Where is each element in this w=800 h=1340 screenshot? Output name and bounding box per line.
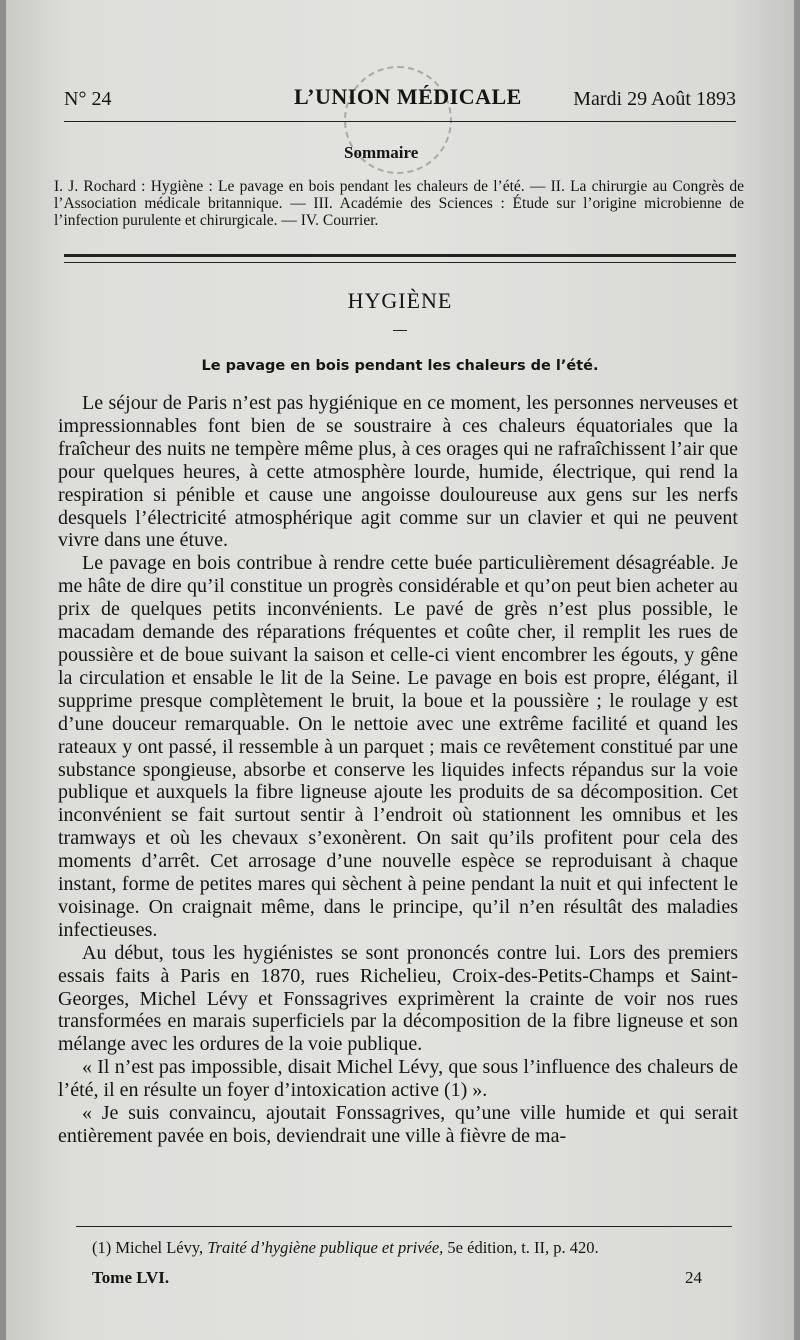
article-body bbox=[58, 392, 738, 1148]
paragraph: Le séjour de Paris n’est pas hygiénique en ce moment, les personnes nerveuses et impressionnables font bien de se soustraire à ces chaleurs équatoriales que la fraîcheur des nuits ne tempère même plus, à ces orages qui ne rafraîchissent l’air que pour quelques heures, à cette atmosphère lourde, humide, électrique, qui rend la respiration si pénible et cause une angoisse douloureuse aux gens sur les nerfs desquels l’électricité atmosphérique agit comme sur un clavier et qui ne peuvent vivre dans une étuve. bbox=[58, 392, 738, 552]
page-number: 24 bbox=[685, 1268, 702, 1287]
paragraph: « Je suis convaincu, ajoutait Fonssagrives, qu’une ville humide et qui serait entièrement pavée en bois, deviendrait une ville à fièvre de ma- bbox=[58, 1102, 738, 1147]
masthead bbox=[64, 84, 736, 114]
paragraph: Au début, tous les hygiénistes se sont prononcés contre lui. Lors des premiers essais faits à Paris en 1870, rues Richelieu, Croix-des-Petits-Champs et Saint-Georges, Michel Lévy et Fonssagrives exprimèrent la crainte de voir nos rues transformées en marais superficiels par la décomposition de la fibre ligneuse et son mélange avec les ordures de la voie publique. bbox=[58, 941, 738, 1056]
footnote-marker: (1) Michel Lévy, bbox=[92, 1238, 204, 1257]
issue-number: N° 24 bbox=[64, 88, 112, 110]
section-title: HYGIÈNE bbox=[347, 288, 453, 313]
issue-date: Mardi 29 Août 1893 bbox=[573, 88, 736, 110]
footnote-work: Traité d’hygiène publique et privée, bbox=[207, 1238, 444, 1257]
paragraph: Le pavage en bois contribue à rendre cette buée particulièrement désagréable. Je me hâte de dire qu’il constitue un progrès considérable et qu’on peut bien acheter au prix de quelques petits inconvénients. Le pavé de grès n’est plus possible, le macadam demande des réparations fréquentes et coûte cher, il remplit les rues de poussière et de boue suivant la saison et celle-ci vient encombrer les égouts, y gêne la circulation et ensable le lit de la Seine. Le pavage en bois est propre, élégant, il supprime presque complètement le bruit, la boue et la poussière ; le roulage y est d’une douceur remarquable. On le nettoie avec une extrême facilité et quand les rateaux y ont passé, il ressemble à un parquet ; mais ce revêtement constitué par une substance spongieuse, absorbe et conserve les liquides infects répandus sur la voie publique et auxquels la fibre ligneuse ajoute les produits de sa décomposition. Cet inconvénient se fait surtout sentir à l’endroit où stationnent les omnibus et les tramways et où les chevaux s’exonèrent. On sait qu’ils profitent pour cela des moments d’arrêt. Cet arrosage d’une nouvelle espèce se reproduisant à chaque instant, forme de petites mares qui sèchent à peine pendant la nuit et qui infectent le voisinage. On craignait même, dans le principe, qu’il n’en résultât des maladies infectieuses. bbox=[58, 552, 738, 941]
tome-label: Tome LVI. bbox=[92, 1268, 170, 1287]
masthead-rule bbox=[64, 121, 736, 122]
footnote bbox=[92, 1238, 752, 1258]
footnote-rest: 5e édition, t. II, p. 420. bbox=[447, 1238, 599, 1257]
table-of-contents: I. J. Rochard : Hygiène : Le pavage en bois pendant les chaleurs de l’été. — II. La chirurgie au Congrès de l’Association médicale britannique. — III. Académie des Sciences : Étude sur l’origine microbienne de l’infection purulente et chirurgicale. — IV. Courrier. bbox=[54, 178, 744, 229]
newspaper-page bbox=[6, 0, 794, 1340]
section-double-rule bbox=[64, 254, 736, 263]
section-dash bbox=[393, 330, 407, 331]
paragraph: « Il n’est pas impossible, disait Michel Lévy, que sous l’influence des chaleurs de l’été, il en résulte un foyer d’intoxication active (1) ». bbox=[58, 1056, 738, 1102]
footnote-rule bbox=[76, 1226, 732, 1227]
article-title: Le pavage en bois pendant les chaleurs de l’été. bbox=[201, 358, 599, 374]
journal-title: L’UNION MÉDICALE bbox=[294, 84, 522, 109]
sommaire-label: Sommaire bbox=[344, 143, 419, 162]
